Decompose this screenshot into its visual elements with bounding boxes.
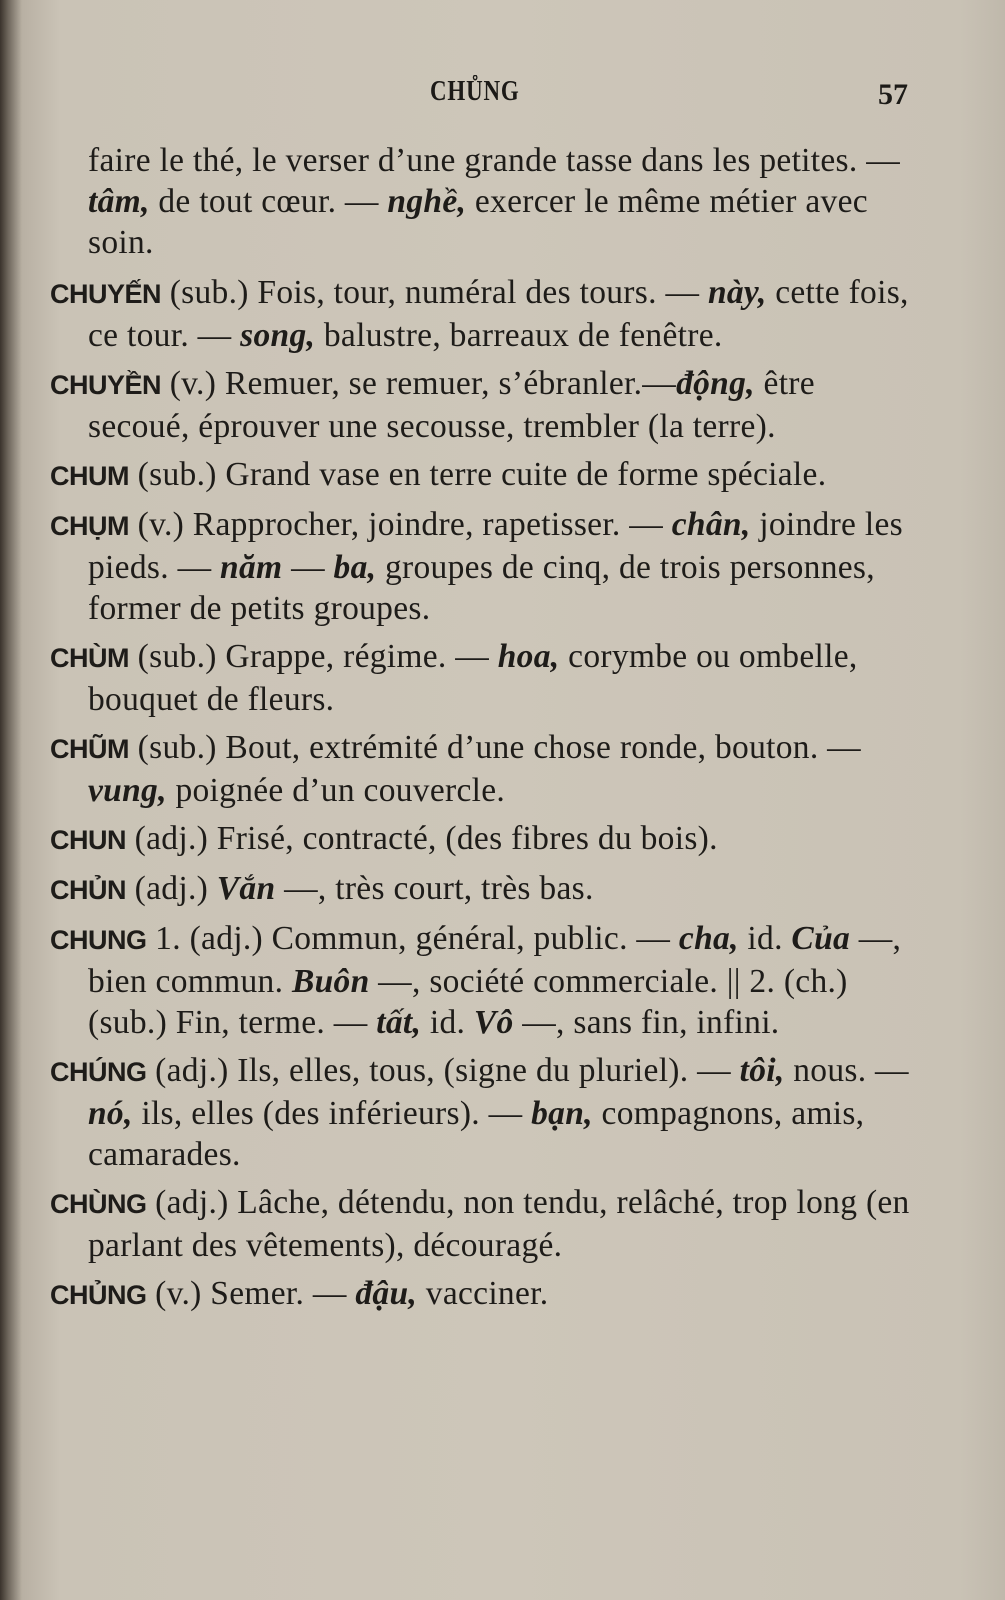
definition-text: —, très court, très bas. [275, 870, 594, 907]
dictionary-entry [50, 504, 912, 629]
vietnamese-example: năm [220, 549, 283, 586]
definition-text: (sub.) Grand vase en terre cuite de forme spéciale. [129, 456, 827, 493]
dictionary-entry [50, 818, 912, 861]
definition-text: (sub.) Bout, extrémité d’une chose ronde, bouton. — [129, 729, 861, 766]
dictionary-entry [50, 868, 912, 911]
vietnamese-example: tất, [376, 1004, 422, 1041]
dictionary-entry [50, 363, 912, 447]
running-head-word: CHŮNG [430, 76, 520, 107]
vietnamese-example: Vô [473, 1004, 514, 1041]
dictionary-entry [50, 1182, 912, 1266]
vietnamese-example: ba, [333, 549, 377, 586]
entry-headword: CHUN [50, 825, 126, 855]
entry-headword: CHỤM [50, 511, 129, 541]
dictionary-entry [50, 1273, 912, 1316]
entry-headword: CHUM [50, 461, 129, 491]
entry-headword: CHÙNG [50, 1189, 147, 1219]
vietnamese-example: nó, [88, 1095, 133, 1132]
definition-text: (adj.) Lâche, détendu, non tendu, relâché, trop long (en parlant des vêtements), découragé. [88, 1184, 910, 1264]
entry-headword: CHÚNG [50, 1057, 147, 1087]
vietnamese-example: Vắn [216, 870, 276, 907]
definition-text: exercer le même métier avec soin. [88, 183, 868, 261]
vietnamese-example: tâm, [88, 183, 150, 220]
vietnamese-example: đậu, [355, 1275, 418, 1312]
vietnamese-example: này, [707, 274, 767, 311]
running-head [0, 74, 1005, 114]
entry-continuation [50, 140, 912, 263]
vietnamese-example: động, [676, 365, 755, 402]
definition-text: ils, elles (des inférieurs). — [132, 1095, 532, 1132]
definition-text: (adj.) [126, 870, 217, 907]
dictionary-entry [50, 272, 912, 356]
dictionary-entry [50, 636, 912, 720]
entry-headword: CHUYỀN [50, 370, 162, 400]
entry-headword: CHỦNG [50, 1280, 147, 1310]
definition-text: id. [738, 920, 792, 957]
definition-text: poignée d’un couvercle. [166, 772, 506, 809]
definition-text: (sub.) Fois, tour, numéral des tours. — [161, 274, 708, 311]
definition-text: être secoué, éprouver une secousse, trembler (la terre). [88, 365, 815, 445]
definition-text: (v.) Semer. — [146, 1275, 356, 1312]
dictionary-entry [50, 918, 912, 1043]
definition-text: id. [421, 1004, 474, 1041]
definition-text: faire le thé, le verser d’une grande tasse dans les petites. — [88, 142, 901, 179]
definition-text: balustre, barreaux de fenêtre. [315, 317, 723, 354]
definition-text: (adj.) Ils, elles, tous, (signe du pluriel). — [146, 1052, 740, 1089]
vietnamese-example: hoa, [497, 638, 560, 675]
definition-text: (v.) Remuer, se remuer, s’ébranler.— [161, 365, 677, 402]
vietnamese-example: nghề, [387, 183, 467, 220]
entry-headword: CHÙM [50, 643, 129, 673]
definition-text: nous. — [784, 1052, 909, 1089]
definition-text: —, société commerciale. || 2. (ch.) (sub.) Fin, terme. — [88, 963, 848, 1041]
definition-text: (sub.) Grappe, régime. — [129, 638, 498, 675]
definition-text: 1. (adj.) Commun, général, public. — [146, 920, 679, 957]
entry-headword: CHUYẾN [50, 279, 162, 309]
dictionary-entry [50, 454, 912, 497]
definition-text: (v.) Rapprocher, joindre, rapetisser. — [129, 506, 672, 543]
dictionary-entry [50, 1050, 912, 1175]
definition-text: groupes de cinq, de trois personnes, former de petits groupes. [88, 549, 875, 627]
vietnamese-example: chân, [671, 506, 751, 543]
vietnamese-example: tôi, [739, 1052, 785, 1089]
definition-text: de tout cœur. — [149, 183, 388, 220]
definition-text: —, bien commun. [88, 920, 902, 1000]
dictionary-entry [50, 727, 912, 811]
definition-text: vacciner. [417, 1275, 549, 1312]
definition-text: —, sans fin, infini. [513, 1004, 780, 1041]
vietnamese-example: Buôn [291, 963, 370, 1000]
definition-text: corymbe ou ombelle, bouquet de fleurs. [88, 638, 858, 718]
vietnamese-example: Của [791, 920, 851, 957]
definition-text: cette fois, ce tour. — [88, 274, 909, 354]
vietnamese-example: vung, [88, 772, 167, 809]
vietnamese-example: bạn, [531, 1095, 593, 1132]
vietnamese-example: cha, [678, 920, 739, 957]
definition-text: (adj.) Frisé, contracté, (des fibres du bois). [126, 820, 718, 857]
vietnamese-example: song, [240, 317, 316, 354]
entry-headword: CHŨM [50, 734, 129, 764]
page-number: 57 [878, 78, 908, 111]
entry-headword: CHUNG [50, 925, 147, 955]
entry-headword: CHỦN [50, 875, 126, 905]
dictionary-text [50, 140, 912, 1323]
definition-text: joindre les pieds. — [88, 506, 903, 586]
definition-text: — [282, 549, 334, 586]
definition-text: compagnons, amis, camarades. [88, 1095, 865, 1173]
